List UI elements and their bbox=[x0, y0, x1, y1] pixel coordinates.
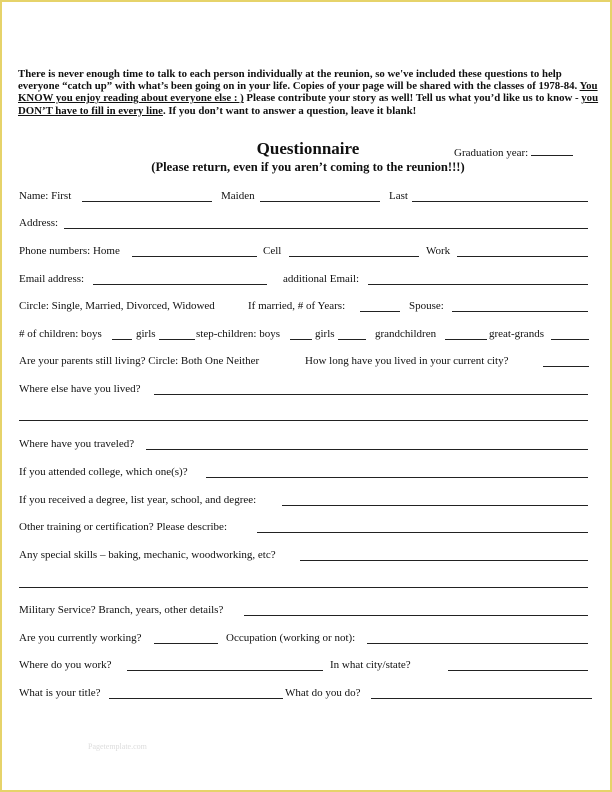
label-cell: Cell bbox=[263, 245, 282, 257]
traveled-blank[interactable] bbox=[146, 449, 588, 450]
college-blank[interactable] bbox=[206, 477, 588, 478]
degree-blank[interactable] bbox=[282, 505, 588, 506]
intro-underlined-2: you DON’T have to fill in every line bbox=[18, 92, 599, 117]
label-email: Email address: bbox=[19, 273, 85, 285]
label-training: Other training or certification? Please describe: bbox=[19, 521, 227, 533]
label-additional-email: additional Email: bbox=[283, 273, 360, 285]
maiden-blank[interactable] bbox=[260, 201, 380, 202]
graduation-year-field[interactable] bbox=[454, 145, 573, 159]
label-step-girls: girls bbox=[315, 328, 335, 340]
where-else-blank-2[interactable] bbox=[19, 420, 588, 421]
label-address: Address: bbox=[19, 217, 59, 229]
training-blank[interactable] bbox=[257, 532, 588, 533]
your-title-blank[interactable] bbox=[109, 698, 283, 699]
how-long-blank[interactable] bbox=[543, 366, 589, 367]
label-degree: If you received a degree, list year, school, and degree: bbox=[19, 494, 257, 506]
additional-email-blank[interactable] bbox=[368, 284, 588, 285]
intro-text-1: There is never enough time to talk to each person individually at the reunion, so we've included these questions to help everyone “catch up” with what’s been going on in your life. Copies of your page will be shared with the classes of 1978-84. bbox=[18, 68, 578, 93]
name-first-blank[interactable] bbox=[82, 201, 212, 202]
label-where-else-lived: Where else have you lived? bbox=[19, 383, 141, 395]
label-how-long-city: How long have you lived in your current city? bbox=[305, 355, 509, 367]
last-blank[interactable] bbox=[412, 201, 588, 202]
label-where-work: Where do you work? bbox=[19, 659, 112, 671]
phone-home-blank[interactable] bbox=[132, 256, 257, 257]
label-children-boys: # of children: boys bbox=[19, 328, 102, 340]
graduation-year-label: Graduation year: bbox=[454, 147, 529, 159]
spouse-blank[interactable] bbox=[452, 311, 588, 312]
label-currently-working: Are you currently working? bbox=[19, 632, 142, 644]
label-what-do: What do you do? bbox=[285, 687, 361, 699]
label-name-first: Name: First bbox=[19, 190, 72, 202]
intro-underlined-1: You KNOW you enjoy reading about everyone else : ) bbox=[18, 80, 598, 105]
label-work: Work bbox=[426, 245, 451, 257]
label-children-girls: girls bbox=[136, 328, 156, 340]
children-girls-blank[interactable] bbox=[159, 339, 195, 340]
military-blank[interactable] bbox=[244, 615, 588, 616]
page-title: Questionnaire bbox=[256, 139, 360, 158]
address-blank[interactable] bbox=[64, 228, 588, 229]
city-state-blank[interactable] bbox=[448, 670, 588, 671]
working-blank[interactable] bbox=[154, 643, 218, 644]
label-last: Last bbox=[389, 190, 408, 202]
label-phone-home: Phone numbers: Home bbox=[19, 245, 120, 257]
work-blank[interactable] bbox=[457, 256, 588, 257]
years-married-blank[interactable] bbox=[360, 311, 400, 312]
label-grandchildren: grandchildren bbox=[375, 328, 437, 340]
intro-paragraph bbox=[18, 68, 600, 117]
skills-blank-2[interactable] bbox=[19, 587, 588, 588]
intro-text-3: . If you don’t want to answer a question, leave it blank! bbox=[162, 104, 417, 117]
label-marital-status: Circle: Single, Married, Divorced, Widowed bbox=[19, 300, 215, 312]
label-college: If you attended college, which one(s)? bbox=[19, 466, 188, 478]
where-work-blank[interactable] bbox=[127, 670, 323, 671]
label-city-state: In what city/state? bbox=[330, 659, 411, 671]
label-spouse: Spouse: bbox=[409, 300, 444, 312]
children-boys-blank[interactable] bbox=[112, 339, 132, 340]
label-military: Military Service? Branch, years, other details? bbox=[19, 604, 224, 616]
what-do-blank[interactable] bbox=[371, 698, 592, 699]
label-maiden: Maiden bbox=[221, 190, 255, 202]
intro-text-2: Please contribute your story as well! Tell us what you’d like us to know - bbox=[243, 92, 582, 105]
email-blank[interactable] bbox=[93, 284, 267, 285]
graduation-year-blank[interactable] bbox=[531, 145, 573, 156]
skills-blank-1[interactable] bbox=[300, 560, 588, 561]
cell-blank[interactable] bbox=[289, 256, 419, 257]
label-great-grands: great-grands bbox=[489, 328, 544, 340]
where-else-blank-1[interactable] bbox=[154, 394, 588, 395]
label-traveled: Where have you traveled? bbox=[19, 438, 135, 450]
occupation-blank[interactable] bbox=[367, 643, 588, 644]
step-girls-blank[interactable] bbox=[338, 339, 366, 340]
label-skills: Any special skills – baking, mechanic, woodworking, etc? bbox=[19, 549, 276, 561]
label-occupation: Occupation (working or not): bbox=[226, 632, 356, 644]
label-parents-living: Are your parents still living? Circle: Both One Neither bbox=[19, 355, 260, 367]
step-boys-blank[interactable] bbox=[290, 339, 312, 340]
page-subtitle: (Please return, even if you aren’t coming to the reunion!!!) bbox=[151, 160, 465, 174]
label-your-title: What is your title? bbox=[19, 687, 101, 699]
label-step-children-boys: step-children: boys bbox=[196, 328, 281, 340]
label-years-married: If married, # of Years: bbox=[248, 300, 346, 312]
watermark: Pagetemplate.com bbox=[88, 742, 147, 751]
great-grands-blank[interactable] bbox=[551, 339, 589, 340]
grandchildren-blank[interactable] bbox=[445, 339, 487, 340]
